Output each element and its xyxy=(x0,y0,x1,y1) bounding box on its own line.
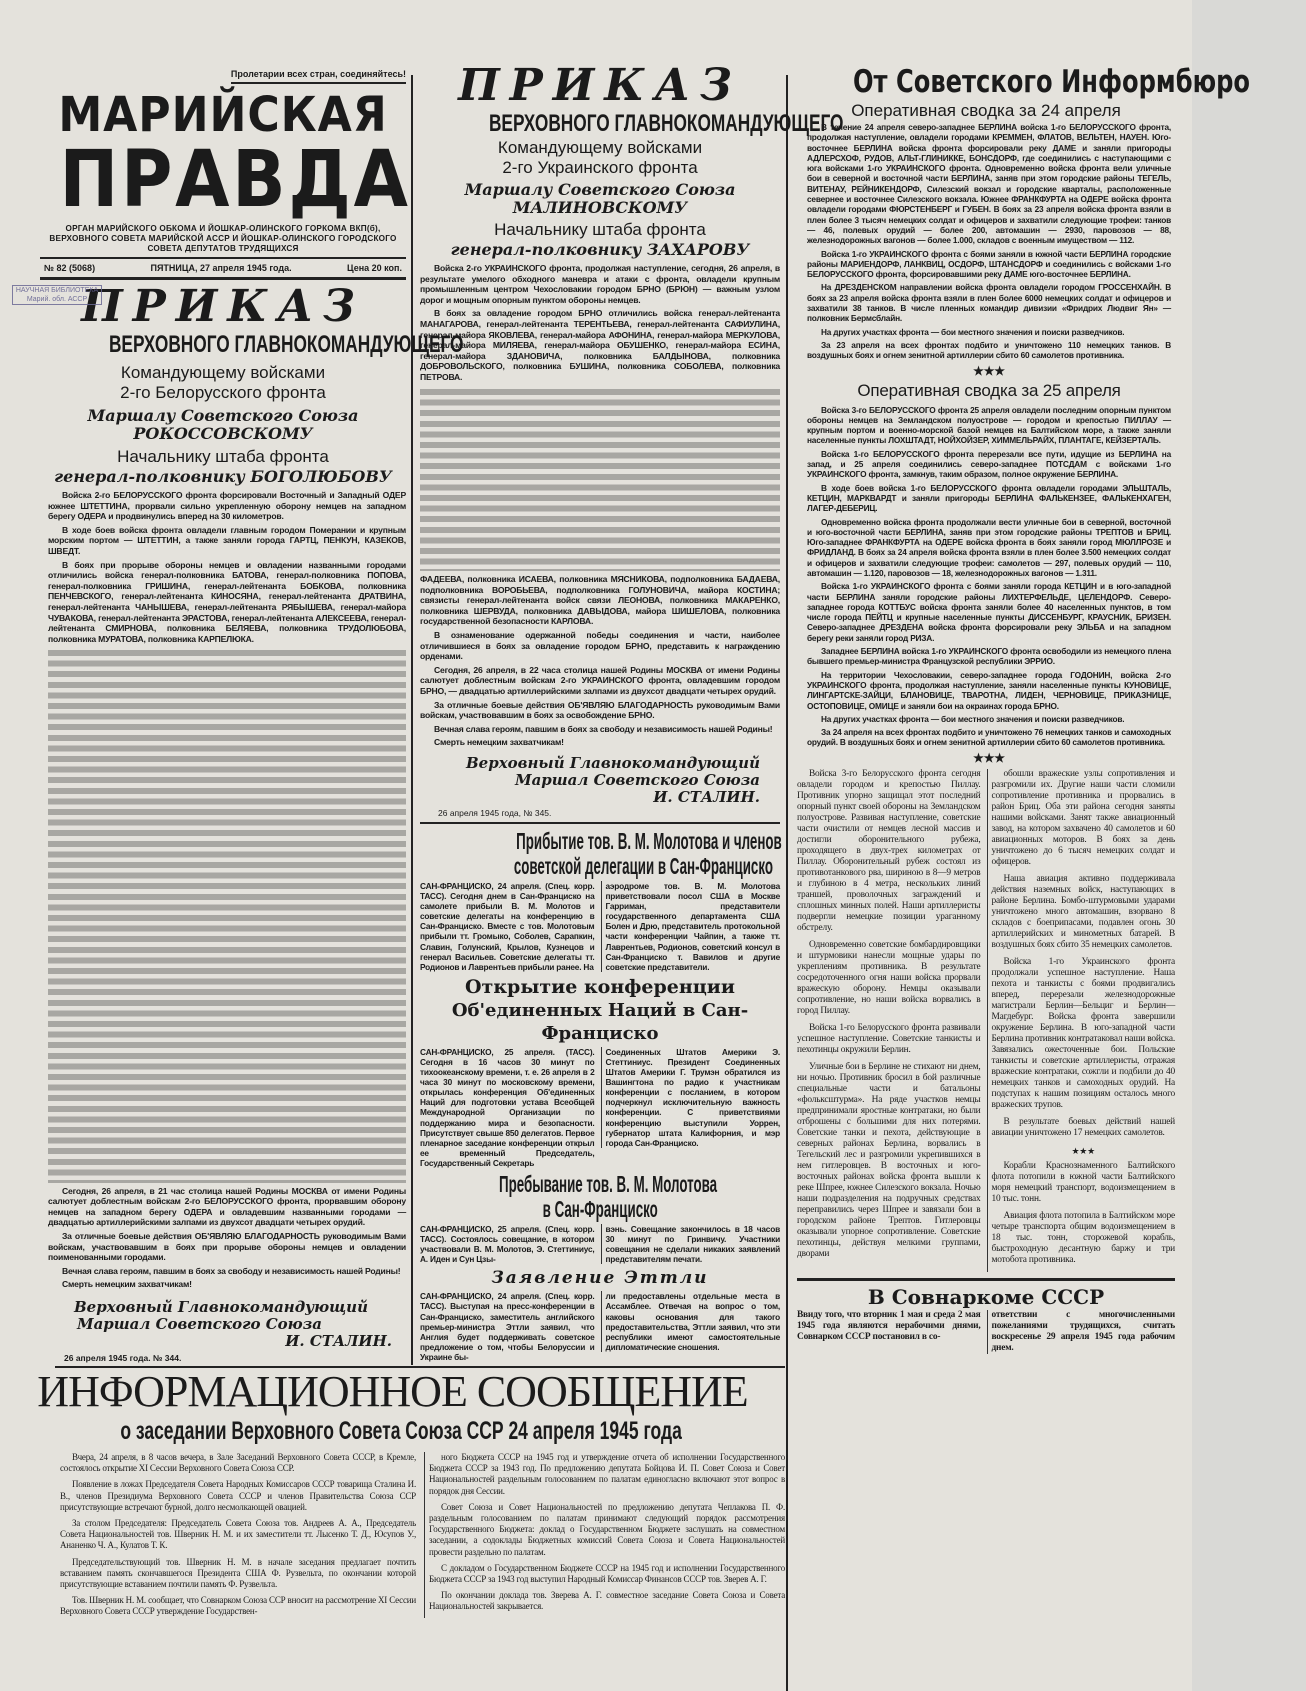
order-chief-line1: Начальнику штаба фронта xyxy=(494,220,706,239)
order-subtitle: ВЕРХОВНОГО ГЛАВНОКОМАНДУЮЩЕГО xyxy=(108,331,464,358)
sovnarkom-body xyxy=(797,1310,1175,1354)
paragraph: Наша авиация активно поддерживала действия наземных войск, наступающих в районе Берлина. Бомбо-штурмовыми ударами уничтожено много автомашин, взорвано 8 складов с боеприпасами, подавлен огонь 30 артиллерийских и минометных батарей. В воздушных боях сбито 35 немецких самолетов. xyxy=(991,873,1175,950)
order-to-line1: Командующему войсками xyxy=(120,363,326,382)
paragraph: Сегодня, 26 апреля, в 21 час столица нашей Родины МОСКВА от имени Родины салютует доблестным войскам 2-го БЕЛОРУССКОГО фронта, прорвавшим оборону немцев на западном берегу ОДЕРА и овладевшим названными городами — двадцатью артиллерийскими залпами из двухсот двадцати четырех орудий. xyxy=(48,1185,406,1228)
paragraph: За столом Председателя: Председатель Совета Союза тов. Андреев А. А., Председатель Совета Национальностей тов. Шверник Н. М. и их заместители тт. Лысенко Т. Д., Юсупов У., Ананенко Ч. А., Кулатов Т. К. xyxy=(60,1518,416,1551)
paragraph: Появление в ложах Председателя Совета Народных Комиссаров СССР товарища Сталина И. В., членов Президиума Верховного Совета СССР и членов Правительства Союза ССР присутствующие встречают бурной, долго несмолкающей овацией. xyxy=(60,1479,416,1512)
article-column: ли предоставлены отдельные места в Ассамблее. Отвечая на вопрос о том, каковы основания для такого предоставительства, Эттли заявил, что эти республики имеют самостоятельные дипломатические сношения. xyxy=(601,1291,781,1352)
article-molotov-arrival xyxy=(420,881,780,972)
stars-divider: ★★★ xyxy=(973,750,1005,765)
paragraph: обошли вражеские узлы сопротивления и разгромили их. Другие наши части сломили сопротивление противника и прорвались в район Бриц. Оба эти района сегодня заняты нашими войсками. Занят также авиационный завод, на котором захвачено 40 самолетов и 60 авиационных моторов. В боях за день уничтожено до 6 тысяч немецких солдат и офицеров. xyxy=(991,768,1175,867)
issue-price: Цена 20 коп. xyxy=(347,263,402,273)
order-center-signature xyxy=(420,755,780,806)
paragraph: Смерть немецким захватчикам! xyxy=(434,737,564,748)
slogan: Пролетарии всех стран, соединяйтесь! xyxy=(231,68,406,84)
order-chief-line1: Начальнику штаба фронта xyxy=(117,447,329,466)
paragraph: Войска 1-го БЕЛОРУССКОГО фронта перерезали все пути, идущие из БЕРЛИНА на запад, и 25 апреля соединились северо-западнее ПОТСДАМ с войсками 1-го УКРАИНСКОГО фронта, замкнув, таким образом, полное окружение БЕРЛИНА. xyxy=(807,448,1171,480)
signature-name: И. СТАЛИН. xyxy=(653,788,760,806)
paragraph: За 23 апреля на всех фронтах подбито и уничтожено 110 немецких танков. В воздушных боях и огнем зенитной артиллерии сбито 60 самолетов противника. xyxy=(807,339,1171,361)
article-molotov-stay-headline xyxy=(420,1172,780,1222)
signature-name: И. СТАЛИН. xyxy=(285,1332,392,1350)
info-message-col1 xyxy=(60,1452,416,1623)
stamp-line: НАУЧНАЯ БИБЛИОТЕКА xyxy=(15,287,99,294)
paragraph: ного Бюджета СССР на 1945 год и утверждение отчета об исполнении Государственного Бюджета СССР за 1943 год. По предложению депутата Бойцова И. П. Совет Союза и Совет Национальностей раздельным голосованием по палатам единогласно включают этот вопрос в порядок дня Сессии. xyxy=(429,1452,785,1496)
sovnarkom-col2: ответствии с многочисленными пожеланиями трудящихся, считать воскресенье 29 апреля 1945 года рабочим днем. xyxy=(987,1310,1176,1354)
order-subtitle: ВЕРХОВНОГО ГЛАВНОКОМАНДУЮЩЕГО xyxy=(488,110,844,137)
paragraph: Вчера, 24 апреля, в 8 часов вечера, в Зале Заседаний Верховного Совета СССР, в Кремле, состоялось открытие XI Сессии Верховного Совета Союза ССР. xyxy=(60,1452,416,1474)
article-headline: Прибытие тов. В. М. Молотова и членов xyxy=(516,828,782,854)
illegible-text-block xyxy=(48,650,406,1182)
order-center-body xyxy=(420,263,780,386)
paragraph: Войска 1-го Белорусского фронта развивали успешное наступление. Советские танкисты и пехотинцы окружили Берлин. xyxy=(797,1022,981,1055)
signature-line: Маршал Советского Союза xyxy=(514,771,760,789)
signature-line: Маршал Советского Союза xyxy=(76,1315,322,1333)
paragraph: Войска 1-го УКРАИНСКОГО фронта с боями заняли в южной части БЕРЛИНА городские районы МАРИЕНДОРФ, ЛАНКВИЦ, ОСДОРФ, ШТАНСДОРФ и соединились с войсками 1-го БЕЛОРУССКОГО фронта, форсировавшими реку ДАМЕ юго-восточнее БЕРЛИНА. xyxy=(807,248,1171,280)
order-center-date: 26 апреля 1945 года, № 345. xyxy=(438,808,552,818)
paragraph: На других участках фронта — бои местного значения и поиски разведчиков. xyxy=(821,713,1125,724)
paragraph: В ходе боев войска фронта овладели главным городом Померании и крупным морским портом — ШТЕТТИН, а также заняли города ГАРТЦ, ПЕНКУН, КАЗЕКОВ, ШВЕДТ. xyxy=(48,524,406,556)
masthead-title-line2: ПРАВДА xyxy=(59,135,411,225)
order-chief-line2: генерал-полковнику БОГОЛЮБОВУ xyxy=(54,467,392,486)
article-column: САН-ФРАНЦИСКО, 25 апреля. (ТАСС). Сегодня в 16 часов 30 минут по тихоокеанскому времени, т. е. 26 апреля в 2 часа 30 минут по московскому времени, открылась конференция Об'единенных Наций для подготовки устава Всеобщей Международной Организации по поддержанию мира и безопасности. Присутствует свыше 850 делегатов. Первое пленарное заседание конференции открыл ее временный Председатель, Государственный Секретарь xyxy=(420,1046,595,1168)
paragraph: Уличные бои в Берлине не стихают ни днем, ни ночью. Противник бросил в бой различные специальные части и батальоны «фольксштурма». На ряде участков немцы предпринимали яростные контратаки, но были отброшены с большими для них потерями. Советские танки и пехота, действующие в северных районах Берлина, ворвались в Тегельский лес и разгромили укрепившихся в нем гитлеровцев. В восточных и юго-восточных районах войска фронта вышли к реке Шпрее, южнее Силезского вокзала. Ночью наши подразделения на подручных средствах переправились через Шпрее и завязали бои в городском районе Трептов. Гитлеровцы оказывали упорное сопротивление. Советские пехотинцы, действуя мелкими группами, дворами xyxy=(797,1061,981,1259)
masthead-title-line1-wrap xyxy=(40,87,406,143)
issue-line xyxy=(40,262,406,274)
paragraph: Председательствующий тов. Шверник Н. М. в начале заседания предлагает почтить вставанием память скончавшегося Президента США Ф. Рузвельта, по окончании которой присутствующие вставанием почтили память Ф. Рузвельта. xyxy=(60,1556,416,1590)
paragraph: В результате боевых действий нашей авиации уничтожено 17 немецких самолетов. xyxy=(991,1116,1175,1138)
order-left-header xyxy=(15,281,464,490)
paragraph: На других участках фронта — бои местного значения и поиски разведчиков. xyxy=(821,326,1125,337)
paragraph: По окончании доклада тов. Зверева А. Г. совместное заседание Совета Союза и Совета Национальностей закрывается. xyxy=(429,1590,785,1612)
article-column: САН-ФРАНЦИСКО, 25 апреля. (Спец. корр. ТАСС). Состоялось совещание, в котором участвовали В. М. Молотов, Э. Стеттиниус, А. Иден и Сун Цзы- xyxy=(420,1223,595,1265)
paragraph: В ходе боев войска 1-го БЕЛОРУССКОГО фронта овладели городами ЭЛЬШТАЛЬ, КЕТЦИН, МАРКВАРДТ и заняли пригороды БЕРЛИНА ФАЛЬКЕНЗЕЕ, ФАЛЬКЕНХАГЕН, ЛАГЕР-ДЕБЕРИЦ. xyxy=(807,482,1171,514)
paragraph: Западнее БЕРЛИНА войска 1-го УКРАИНСКОГО фронта освободили из немецкого плена бывшего премьер-министра Французской республики ЭРРИО. xyxy=(807,646,1171,667)
paragraph: Авиация флота потопила в Балтийском море четыре транспорта общим водоизмещением в 18 тыс. тонн, сторожевой корабль, быстроходную десантную баржу и три мотобота противника. xyxy=(991,1210,1175,1265)
sovinformburo-subcolumn-2 xyxy=(987,769,1176,1272)
report2-title: Оперативная сводка за 25 апреля xyxy=(857,380,1121,400)
order-chief-line2: генерал-полковнику ЗАХАРОВУ xyxy=(450,240,750,259)
paragraph: На ДРЕЗДЕНСКОМ направлении войска фронта овладели городом ГРОССЕНХАЙН. В боях за 23 апреля войска фронта взяли в плен более 6000 немецких солдат и офицеров и захватили 38 танков. В числе пленных командир дивизии «Фридрих Людвиг Ян» — полковник Бермсблайн. xyxy=(807,282,1171,324)
paragraph: За отличные боевые действия ОБ'ЯВЛЯЮ БЛАГОДАРНОСТЬ руководимым Вами войскам, участвовавшим в боях при прорыве обороны немцев и овладении поименованными городами. xyxy=(48,1231,406,1263)
article-column: САН-ФРАНЦИСКО, 24 апреля. (Спец. корр. ТАСС). Сегодня днем в Сан-Франциско на самолете прибыли В. М. Молотов и советские делегаты на конференцию в Сан-Франциско. Вместе с тов. Молотовым прибыли тт. Громыко, Соболев, Сарапкин, Славин, Голунский, Крылов, Кузнецов и генерал Васильев. Советские делегаты тт. Родионов и Лаврентьев прибыли ранее. На xyxy=(420,881,595,972)
sovinformburo-title xyxy=(797,64,1251,100)
article-headline: в Сан-Франциско xyxy=(542,1195,658,1222)
paragraph: В боях за овладение городом БРНО отличились войска генерал-лейтенанта МАНАГАРОВА, генерал-лейтенанта ТЕРЕНТЬЕВА, генерал-лейтенанта САФИУЛИНА, генерал-майора ЯКОВЛЕВА, генерал-майора АФОНИНА, генерал-майора МЕРКУЛОВА, генерал-майора МИЛЯЕВА, генерал-майора ОБУШЕНКО, генерал-майора ЕСИНА, генерал-майора ЗДАНОВИЧА, полковника БАЛДЫНОВА, полковника ДОБРОВОЛЬСКОГО, полковника БУШИНА, полковника СОБОЛЕВА, полковника ПЕТРОВА. xyxy=(420,308,780,382)
paragraph: За отличные боевые действия ОБ'ЯВЛЯЮ БЛАГОДАРНОСТЬ руководимым Вами войскам, участвовавшим в боях за освобождение БРНО. xyxy=(420,699,780,721)
paragraph: Сегодня, 26 апреля, в 22 часа столица нашей Родины МОСКВА от имени Родины салютует доблестным войскам 2-го УКРАИНСКОГО фронта, овладевшим городом БРНО, — двадцатью артиллерийскими залпами из двухсот двадцати четырех орудий. xyxy=(420,664,780,697)
paragraph: В боях при прорыве обороны немцев и овладении названными городами отличились войска генерал-полковника БАТОВА, генерал-полковника ПОПОВА, генерал-полковника ГРИШИНА, генерал-лейтенанта БОБКОВА, полковника ПЕНЧЕВСКОГО, генерал-лейтенанта КИНОСЯНА, генерал-лейтенанта ДРАТВИНА, генерал-лейтенанта ЧАНЫШЕВА, генерал-лейтенанта РЯБЫШЕВА, генерал-майора ЧУВАКОВА, генерал-лейтенанта ЭРАСТОВА, генерал-лейтенанта АЛЕКСЕЕВА, генерал-лейтенанта СМИРНОВА, полковника БЕЛЯЕВА, полковника ТРУДОЛЮБОВА, полковника МУРАТОВА, полковника КАРПЕЛЮКА. xyxy=(48,559,406,644)
paragraph: Войска 1-го Украинского фронта продолжали успешное наступление. Наша пехота и танкисты с боями продвигались вперед, перерезали железнодорожные магистрали Берлин—Бельциг и Берлин—Магдебург. Войска фронта завершили окружение Берлина. В юго-западной части Берлина противник контратаковал наши войска. Завязались ожесточенные бои. Польские танкисты и советские артиллеристы, отражая вражеские контратаки, сожгли и подбили до 40 немецких танков и самоходных орудий. На подступах к нашим позициям осталось много вражеских трупов. xyxy=(991,956,1175,1110)
order-to-line1: Командующему войсками xyxy=(497,138,703,157)
article-column: САН-ФРАНЦИСКО, 24 апреля. (Спец. корр. ТАСС). Выступая на пресс-конференции в Сан-Франциско, заместитель английского премьер-министра Эттли заявил, что Англия будет поддерживать советское предложение о том, чтобы Белоруссии и Украине бы- xyxy=(420,1291,595,1362)
info-message-subtitle-wrap xyxy=(0,1416,785,1446)
info-message-col2 xyxy=(424,1452,785,1618)
issue-number: № 82 (5068) xyxy=(44,263,96,273)
center-column xyxy=(420,60,844,1362)
report1-title: Оперативная сводка за 24 апреля xyxy=(851,101,1121,120)
paragraph: В ознаменование одержанной победы соединения и части, наиболее отличившиеся в боях за овладение городом БРНО, представить к награждению орденами. xyxy=(420,630,780,662)
paragraph: В течение 24 апреля северо-западнее БЕРЛИНА войска 1-го БЕЛОРУССКОГО фронта, продолжая наступление, овладели городами КРЕММЕН, ФЛАТОВ, ВЕЛЬТЕН, НАУЕН. Юго-восточнее БЕРЛИНА войска фронта форсировали реку ДАМЕ и заняли пригороды АДЛЕРСХОФ, РУДОВ, АЛЬТ-ГЛИНИККЕ, БОНСДОРФ, где соединились с наступающими с юга войсками 1-го УКРАИНСКОГО фронта. Одновременно войска фронта вели уличные бои в северной и восточной части БЕРЛИНА, заняв при этом городские районы ТЕГЕЛЬ, ВИТЕНАУ, РЕЙНИКЕНДОРФ, Силезский вокзал и городские кварталы, расположенные севернее и восточнее Силезского вокзала. Южнее ФРАНКФУРТА на ОДЕРЕ войска фронта овладели городами ФЮРСТЕНБЕРГ и ГУБЕН. В боях за 23 апреля войска фронта взяли в плен более 3 тысяч немецких солдат и офицеров и захватили следующие трофеи: танков — 46, полевых орудий — более 200, автомашин — 2930, паровозов — 88, железнодорожных вагонов — более 1.000, складов с военным имуществом — 112. xyxy=(807,122,1171,246)
order-left-date: 26 апреля 1945 года. № 344. xyxy=(64,1353,182,1363)
article-attlee-headline: Заявление Эттли xyxy=(491,1268,709,1289)
paragraph: ФАДЕЕВА, полковника ИСАЕВА, полковника МЯСНИКОВА, подполковника БАДАЕВА, подполковника ВОРОБЬЕВА, подполковника ГОЛУНОВИЧА, майора КОСТИНА; связисты генерал-лейтенанта войск связи ЛЕОНОВА, полковника МАКАРЕНКО, полковника ШЕРВУДА, полковника ДАВЫДОВА, майора ШИШЕЛОВА, полковника государственной безопасности КАРЛОВА. xyxy=(420,574,780,627)
paragraph: За 24 апреля на всех фронтах подбито и уничтожено 76 немецких танков и самоходных орудий. В воздушных боях и огнем зенитной артиллерии сбито 60 самолетов противника. xyxy=(807,727,1171,748)
article-column: вэнь. Совещание закончилось в 18 часов 30 минут по Гринвичу. Участники совещания не сделали никаких заявлений представителям печати. xyxy=(601,1224,781,1264)
order-left-body xyxy=(40,490,406,647)
paragraph: Корабли Краснознаменного Балтийского флота потопили в южной части Балтийского моря немецкий транспорт, водоизмещением в 10 тыс. тонн. xyxy=(991,1160,1175,1204)
sovnarkom-col1: Ввиду того, что вторник 1 мая и среда 2 мая 1945 года являются нерабочими днями, Совнарком СССР постановил в со- xyxy=(797,1309,981,1342)
paragraph: Вечная слава героям, павшим в боях за свободу и независимость нашей Родины! xyxy=(434,723,773,734)
sovinformburo-subcolumn-1 xyxy=(797,769,981,1266)
sovinformburo-title-text: От Советского Информбюро xyxy=(852,64,1251,100)
sovinformburo-subcolumns xyxy=(797,769,1175,1272)
stars-divider: ★★★ xyxy=(973,363,1005,378)
article-headline: Об'единенных Наций в Сан-Франциско xyxy=(451,999,749,1044)
order-center-closing xyxy=(420,574,780,751)
article-column: Соединенных Штатов Америки Э. Стеттиниус. Президент Соединенных Штатов Америки Г. Трумэн обратился из Вашингтона по радио к участникам конференции с посланием, в котором подчеркнул исключительную важность конференции. С приветствиями конференцию выступили Уоррен, губернатор штата Калифорния, и мэр города Сан-Франциско. xyxy=(601,1047,781,1148)
order-center-header xyxy=(420,60,844,263)
illegible-text-block xyxy=(420,389,780,572)
order-marshal-line1: Маршалу Советского Союза xyxy=(464,180,736,199)
article-headline: Пребывание тов. В. М. Молотова xyxy=(498,1170,718,1197)
order-marshal-line1: Маршалу Советского Союза xyxy=(87,406,359,425)
article-attlee xyxy=(420,1291,780,1362)
sovnarkom-title: В Совнаркоме СССР xyxy=(867,1284,1105,1309)
article-molotov-arrival-headline xyxy=(420,829,780,879)
stamp-line: Марий. обл. АССР xyxy=(26,296,88,303)
paragraph: Смерть немецким захватчикам! xyxy=(62,1279,192,1290)
paragraph: Войска 2-го БЕЛОРУССКОГО фронта форсировали Восточный и Западный ОДЕР южнее ШТЕТТИНА, прорвали сильно укрепленную оборону немцев на западном берегу ОДЕРА и продвинулись вперед на 30 километров. xyxy=(48,490,406,522)
article-headline: советской делегации в Сан-Франциско xyxy=(513,853,773,879)
issue-date: ПЯТНИЦА, 27 апреля 1945 года. xyxy=(150,263,292,273)
paragraph: Войска 3-го БЕЛОРУССКОГО фронта 25 апреля овладели последним опорным пунктом обороны немцев на Земландском полуострове — городом и крепостью ПИЛЛАУ — крупным портом и военно-морской базой немцев на Балтийском море, а также заняли населенные пункты ЛОХШТАДТ, НОЙХОЙЗЕР, ХИММЕЛЬРАЙХ, ПЛАНТАГЕ, КЕЙЗЕРТАЛЬ. xyxy=(807,404,1171,446)
info-message-title: ИНФОРМАЦИОННОЕ СООБЩЕНИЕ xyxy=(37,1367,748,1416)
order-left-signature xyxy=(40,1299,406,1350)
paragraph: Одновременно войска фронта продолжали вести уличные бои в северной, восточной и юго-восточной части БЕРЛИНА, заняв при этом городские районы ТРЕПТОВ и БРИЦ. Юго-западнее ФРАНКФУРТА на ОДЕРЕ войска фронта в боях заняли город МЮЛЛРОЗЕ и ФРИДЛАНД. В боях за 24 апреля войска фронта взяли в плен более 3.500 немецких солдат и офицеров и захватили следующие трофеи: самолетов — 297, полевых орудий — 110, автомашин — 1.120, паровозов — 18, железнодорожных вагонов — 1.311. xyxy=(807,516,1171,578)
order-to-line2: 2-го Украинского фронта xyxy=(502,158,698,177)
info-message-subtitle: о заседании Верховного Совета Союза ССР 24 апреля 1945 года xyxy=(120,1417,682,1445)
article-un-conference-headline xyxy=(420,976,780,1045)
paragraph: С докладом о Государственном Бюджете СССР на 1945 год и исполнении Государственного Бюджета СССР за 1943 год выступил Народный Комиссар Финансов СССР тов. Зверев А. Г. xyxy=(429,1562,785,1585)
order-marshal-line2: РОКОССОВСКОМУ xyxy=(133,424,313,443)
order-left-closing xyxy=(40,1186,406,1293)
order-title: ПРИКАЗ xyxy=(458,60,742,111)
masthead-organ: ОРГАН МАРИЙСКОГО ОБКОМА И ЙОШКАР-ОЛИНСКОГО ГОРКОМА ВКП(б), ВЕРХОВНОГО СОВЕТА МАРИЙСКОЙ АССР И ЙОШКАР-ОЛИНСКОГО ГОРОДСКОГО СОВЕТА ДЕПУТАТОВ ТРУДЯЩИХСЯ xyxy=(49,224,397,253)
paragraph: Войска 2-го УКРАИНСКОГО фронта, продолжая наступление, сегодня, 26 апреля, в результате умелого обходного маневра и атаки с фронта, овладели крупным промышленным центром Чехословакии городом БРНО (БРЮН) — важным узлом дорог и мощным опорным пунктом обороны немцев. xyxy=(420,263,780,305)
article-column: аэродроме тов. В. М. Молотова приветствовали посол США в Москве Гарриман, представители государственного департамента США Болен и Дрю, представитель протокольной части конференции Чайпин, а также тт. Лаврентьев, Родионов, советский консул в Сан-Франциско т. Вавилов и другие советские представители. xyxy=(601,881,781,972)
paragraph: Войска 3-го Белорусского фронта сегодня овладели городом и крепостью Пиллау. Противник упорно защищал этот последний опорный пункт своей обороны на Земландском полуострове. Развивая наступление, советские части очистили от немцев лесной массив и достигли оборонительного рубежа, проходящего в двух-трех километрах от Пиллау. Оборонительный рубеж состоял из противотанкового рва, шириною в 8—9 метров и глубиною в 4 метра, нескольких линий траншей, проволочных заграждений и сплошных минных полей. Наши артиллеристы подвергли немецкие позиции ураганному обстрелу. xyxy=(797,768,981,933)
article-molotov-stay xyxy=(420,1224,780,1264)
left-column xyxy=(15,68,464,1364)
right-column xyxy=(797,64,1251,1689)
stars-divider: ★★★ xyxy=(1071,1145,1096,1156)
paragraph: На территории Чехословакии, северо-западнее города ГОДОНИН, войска 2-го УКРАИНСКОГО фронта, продолжая наступление, заняли населенные пункты КУНОВИЦЕ, ЛИНГАРТСКЕ-ЗАЙЦИ, БЛАНОВИЦЕ, ТВАРОТНА, ЛИДЕН, ЧЕРНОВИЦЕ, ПРИКАЗНИЦЕ, ОСТОПОВИЦЕ, ОМИЦЕ и заняли бои на окраинах города БРНО. xyxy=(807,669,1171,711)
library-stamp xyxy=(12,285,102,305)
article-headline: Открытие конференции xyxy=(465,975,735,998)
report1-body xyxy=(797,122,1175,765)
order-title: ПРИКАЗ xyxy=(81,281,365,332)
paragraph: Войска 1-го УКРАИНСКОГО фронта с боями заняли города КЕТЦИН и в юго-западной части БЕРЛИНА заняли городские районы ЛИХТЕРФЕЛЬДЕ, ЦЕЛЕНДОРФ. Северо-западнее города КОТТБУС войска фронта заняли более 40 населенных пунктов, в том числе города ПЕЙТЦ и крупные населенные пункты ДИССЕНБУРГ, КРАУСНИК, БРИЗЕН. Северо-западнее ДРЕЗДЕНА войска фронта форсировали реку ЭЛЬБА и на западном берегу реки заняли город РИЗА. xyxy=(807,581,1171,643)
masthead-title-line1: МАРИЙСКАЯ xyxy=(58,87,388,143)
info-message-columns xyxy=(60,1452,785,1623)
article-un-conference xyxy=(420,1047,780,1168)
masthead-title-line2-wrap xyxy=(40,135,411,225)
info-message xyxy=(0,1366,785,1691)
order-to-line2: 2-го Белорусского фронта xyxy=(120,383,326,402)
signature-line: Верховный Главнокомандующий xyxy=(465,754,760,772)
paragraph: Одновременно советские бомбардировщики и штурмовики нанесли мощные удары по укреплениям противника. В результате сосредоточенного огня наши войска прорвали вражескую оборону. Немцы оказывали сопротивление, но наши войска ворвались в город Пиллау. xyxy=(797,939,981,1016)
paragraph: Тов. Шверник Н. М. сообщает, что Совнарком Союза ССР вносит на рассмотрение XI Сессии Верховного Совета СССР утверждение Государствен- xyxy=(60,1595,416,1617)
order-marshal-line2: МАЛИНОВСКОМУ xyxy=(512,198,688,217)
paragraph: Совет Союза и Совет Национальностей по предложению депутата Чеплакова П. Ф. раздельным голосованием по палатам принимают следующий порядок рассмотрения Государственного Бюджета: доклад о Государственном Бюджете заслушать на совместном заседании, а содоклады Бюджетных комиссий Совета Союза и Совета Национальностей провести раздельно по палатам. xyxy=(429,1501,785,1557)
signature-line: Верховный Главнокомандующий xyxy=(73,1298,368,1316)
paragraph: Вечная слава героям, павшим в боях за свободу и независимость нашей Родины! xyxy=(62,1265,401,1276)
